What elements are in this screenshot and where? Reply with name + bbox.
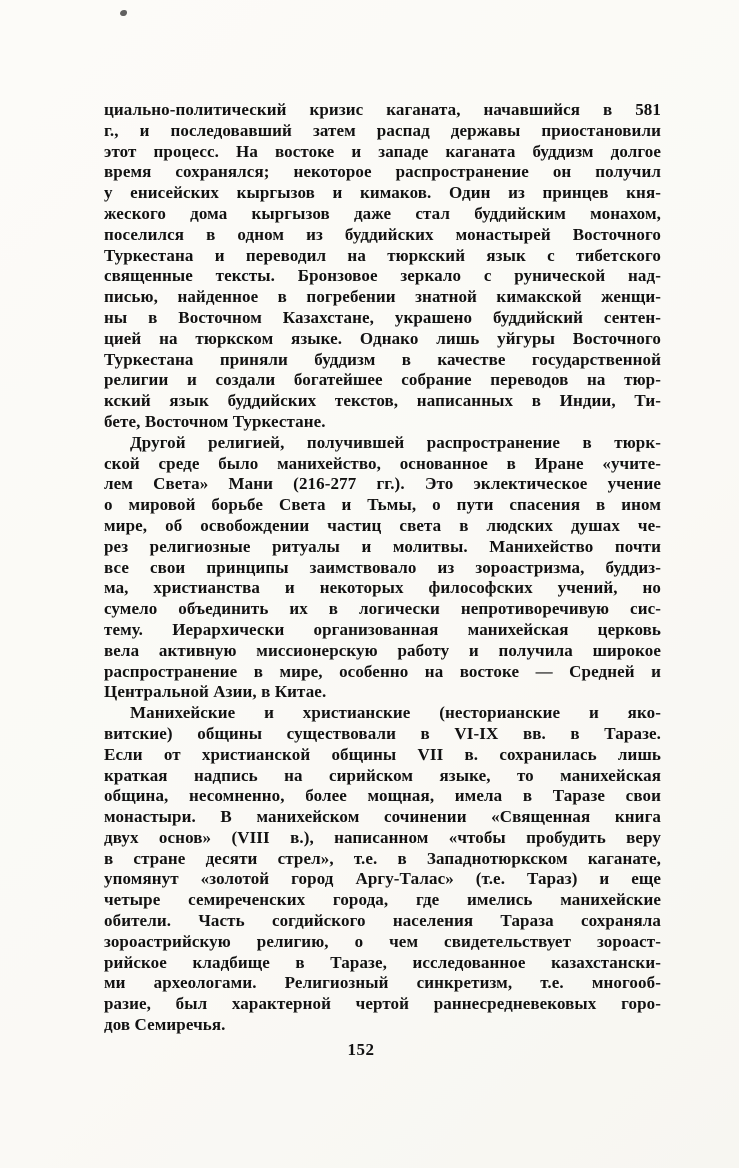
text-line: Если от христианской общины VII в. сохранилась лишь: [104, 744, 661, 764]
text-line: время сохранялся; некоторое распространение он получил: [104, 162, 661, 182]
text-line: витские) общины существовали в VI-IX вв. в Таразе.: [104, 723, 661, 743]
text-line: четыре семиреченских города, где имелись манихейские: [104, 890, 661, 910]
text-line: зороастрийскую религию, о чем свидетельствует зороаст-: [104, 931, 661, 951]
text-line: краткая надпись на сирийском языке, то манихейская: [104, 765, 661, 785]
text-line: мире, об освобождении частиц света в людских душах че-: [104, 515, 661, 535]
text-line: рез религиозные ритуалы и молитвы. Манихейство почти: [104, 536, 661, 556]
text-line: циально-политический кризис каганата, начавшийся в 581: [104, 100, 661, 119]
text-line: священные тексты. Бронзовое зеркало с рунической над-: [104, 266, 661, 286]
text-line: Центральной Азии, в Китае.: [104, 682, 327, 702]
text-line: упомянут «золотой город Аргу-Талас» (т.е. Тараз) и еще: [104, 869, 661, 889]
text-line: религии и создали богатейшее собрание переводов на тюр-: [104, 370, 661, 390]
text-line: ской среде было манихейство, основанное в Иране «учите-: [104, 453, 661, 473]
text-line: монастыри. В манихейском сочинении «Священная книга: [104, 807, 661, 827]
text-line: рийское кладбище в Таразе, исследованное казахстански-: [104, 952, 661, 972]
text-line: кский язык буддийских текстов, написанных в Индии, Ти-: [104, 391, 661, 411]
text-line: поселился в одном из буддийских монастырей Восточного: [104, 224, 661, 244]
text-line: обители. Часть согдийского населения Тараза сохраняла: [104, 911, 661, 931]
text-line: ны в Восточном Казахстане, украшено буддийский сентен-: [104, 307, 661, 327]
text-line: разие, был характерной чертой раннесредневековых горо-: [104, 994, 661, 1014]
text-line: жеского дома кыргызов даже стал буддийским монахом,: [104, 203, 661, 223]
text-line: в стране десяти стрел», т.е. в Западнотюркском каганате,: [104, 848, 661, 868]
text-line: двух основ» (VIII в.), написанном «чтобы пробудить веру: [104, 827, 661, 847]
text-line: лем Света» Мани (216-277 гг.). Это эклектическое учение: [104, 474, 661, 494]
text-line: ми археологами. Религиозный синкретизм, т.е. многооб-: [104, 973, 661, 993]
text-line: Другой религией, получившей распространение в тюрк-: [130, 432, 661, 452]
text-line: ма, христианства и некоторых философских учений, но: [104, 578, 661, 598]
text-line: о мировой борьбе Света и Тьмы, о пути спасения в ином: [104, 495, 661, 515]
text-line: цией на тюркском языке. Однако лишь уйгуры Восточного: [104, 328, 661, 348]
paragraph: [104, 703, 661, 1036]
paragraph: [104, 433, 661, 703]
text-line: этот процесс. На востоке и западе каганата буддизм долгое: [104, 141, 661, 161]
text-line: распространение в мире, особенно на востоке — Средней и: [104, 661, 661, 681]
text-line: бете, Восточном Туркестане.: [104, 411, 326, 431]
text-line: тему. Иерархически организованная манихейская церковь: [104, 619, 661, 639]
text-line: дов Семиречья.: [104, 1015, 226, 1035]
text-line: Туркестана и переводил на тюркский язык с тибетского: [104, 245, 661, 265]
page-text: [104, 100, 661, 1036]
scan-speck: [120, 10, 127, 16]
text-line: у енисейских кыргызов и кимаков. Один из принцев кня-: [104, 183, 661, 203]
text-line: сумело объединить их в логически непротиворечивую сис-: [104, 599, 661, 619]
text-line: вела активную миссионерскую работу и получила широкое: [104, 640, 661, 660]
text-line: г., и последовавший затем распад державы приостановили: [104, 120, 661, 140]
text-line: Туркестана приняли буддизм в качестве государственной: [104, 349, 661, 369]
paragraph: [104, 100, 661, 433]
text-line: писью, найденное в погребении знатной кимакской женщи-: [104, 287, 661, 307]
page-number: 152: [347, 1040, 375, 1059]
text-line: все свои принципы заимствовало из зороастризма, буддиз-: [104, 557, 661, 577]
text-line: Манихейские и христианские (несторианские и яко-: [130, 703, 661, 723]
text-line: община, несомненно, более мощная, имела в Таразе свои: [104, 786, 661, 806]
